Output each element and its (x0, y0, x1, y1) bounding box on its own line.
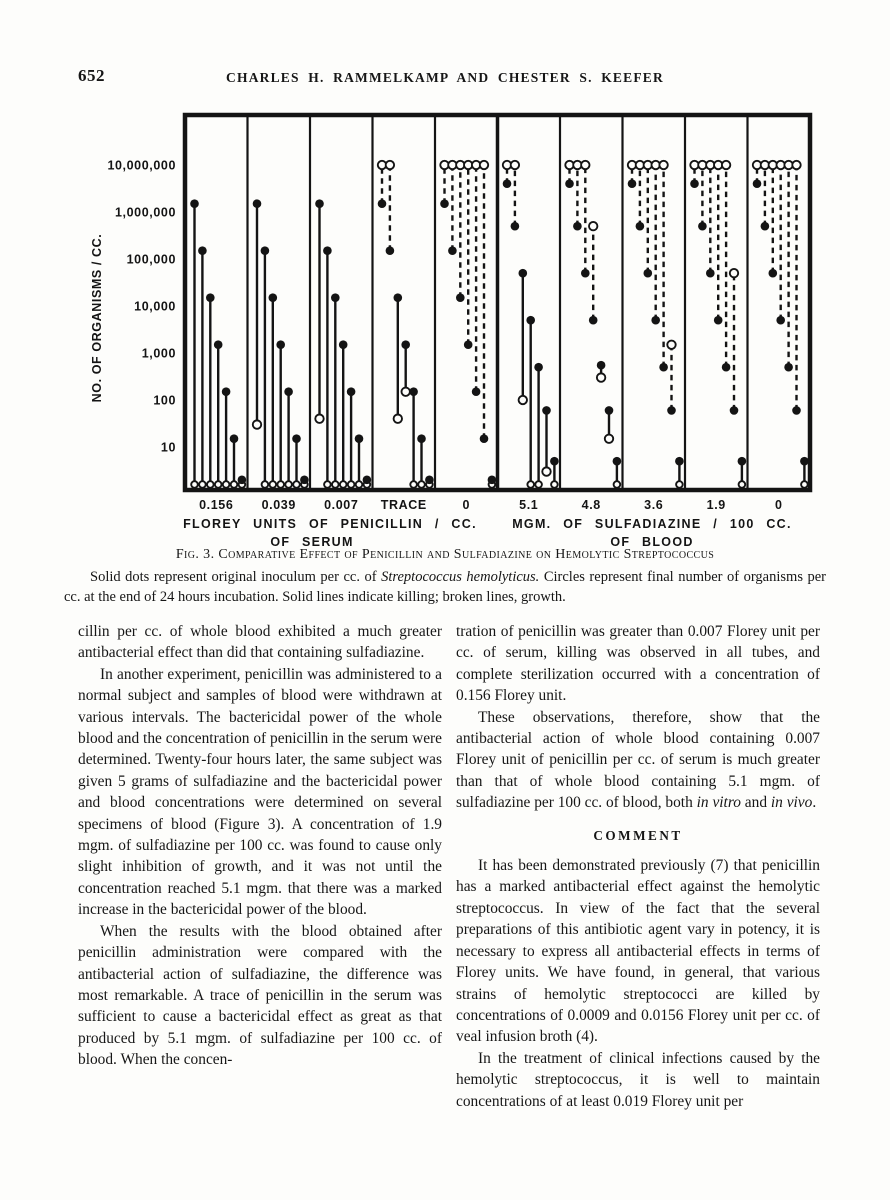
inoculum-dot (597, 361, 606, 370)
paragraph: cillin per cc. of whole blood exhibited a much greater antibacterial effect than did that containing sulfadiazine. (78, 623, 442, 662)
inoculum-dot (503, 179, 512, 188)
inoculum-dot (347, 387, 356, 396)
inoculum-dot (792, 406, 801, 415)
x-group-label: TRACE (380, 498, 427, 512)
inoculum-dot (542, 406, 551, 415)
final-count-circle (730, 269, 738, 277)
inoculum-dot (644, 269, 653, 278)
x-axis-unit-penicillin-line2: OF SERUM (270, 535, 354, 549)
final-count-circle (589, 222, 597, 230)
final-count-circle (215, 481, 222, 488)
inoculum-dot (472, 387, 481, 396)
x-group-label: 0.007 (324, 498, 359, 512)
inoculum-dot (800, 457, 809, 466)
inoculum-dot (651, 316, 660, 325)
x-axis-unit-penicillin: FLOREY UNITS OF PENICILLIN / CC. (183, 517, 477, 531)
x-group-label: 0 (462, 498, 471, 512)
paragraph: It has been demonstrated previously (7) that penicillin has a marked antibacterial effect against the hemolytic streptococcus. In view of the fact that the several preparations of this antibiotic agent vary in potency, it is necessary to express all antibacterial effects in terms of Florey units. We have found, in general, that various strains of hemolytic streptococci are killed by concentrations of 0.0009 and 0.0156 Florey unit per cc. of veal infusion broth (4). (456, 857, 820, 1046)
final-count-circle (581, 161, 589, 169)
final-count-circle (410, 481, 417, 488)
inoculum-dot (784, 363, 793, 372)
inoculum-dot (394, 293, 403, 302)
final-count-circle (527, 481, 534, 488)
final-count-circle (231, 481, 238, 488)
inoculum-dot (613, 457, 622, 466)
inoculum-dot (409, 387, 418, 396)
x-group-label: 0 (774, 498, 783, 512)
inoculum-dot (284, 387, 293, 396)
final-count-circle (418, 481, 425, 488)
inoculum-dot (690, 179, 699, 188)
final-count-circle (348, 481, 355, 488)
figure-caption-title: Fig. 3. Comparative Effect of Penicillin and Sulfadiazine on Hemolytic Streptococcus (175, 547, 715, 562)
paragraph-text: and (740, 794, 771, 812)
inoculum-dot (269, 293, 278, 302)
final-count-circle (223, 481, 230, 488)
inoculum-dot (573, 222, 582, 231)
inoculum-dot (776, 316, 785, 325)
inoculum-dot (292, 434, 301, 443)
inoculum-dot (526, 316, 535, 325)
final-count-circle (386, 161, 394, 169)
inoculum-dot (401, 340, 410, 349)
x-axis-unit-sulfadiazine: MGM. OF SULFADIAZINE / 100 CC. (512, 517, 792, 531)
caption-text-rest: Circles represent final number of organisms per cc. at the end of 24 hours incubation. Solid lines indicate killing; broken lines, growth. (64, 569, 827, 605)
final-count-circle (207, 481, 214, 488)
inoculum-dot (636, 222, 645, 231)
y-tick-label: 10,000,000 (107, 158, 176, 173)
inoculum-dot (659, 363, 668, 372)
in-vitro-italic: in vitro (696, 794, 741, 812)
y-tick-label: 10 (160, 440, 176, 455)
final-count-circle (199, 481, 206, 488)
final-count-circle (739, 481, 746, 488)
inoculum-dot (480, 434, 489, 443)
inoculum-dot (667, 406, 676, 415)
final-count-circle (340, 481, 347, 488)
right-column (456, 621, 820, 1112)
inoculum-dot (214, 340, 223, 349)
final-count-circle (519, 396, 527, 404)
y-tick-label: 100 (153, 393, 176, 408)
inoculum-dot (230, 434, 239, 443)
final-count-circle (277, 481, 284, 488)
x-group-label: 4.8 (581, 498, 601, 512)
final-count-circle (511, 161, 519, 169)
x-group-label: 0.039 (261, 498, 296, 512)
inoculum-dot (488, 476, 497, 485)
caption-species-italic: Streptococcus hemolyticus. (381, 569, 540, 585)
inoculum-dot (355, 434, 364, 443)
inoculum-dot (698, 222, 707, 231)
inoculum-dot (276, 340, 285, 349)
inoculum-dot (378, 199, 387, 208)
final-count-circle (542, 467, 550, 475)
final-count-circle (597, 373, 605, 381)
inoculum-dot (339, 340, 348, 349)
inoculum-dot (628, 179, 637, 188)
inoculum-dot (300, 476, 309, 485)
final-count-circle (605, 435, 613, 443)
inoculum-dot (550, 457, 559, 466)
inoculum-dot (714, 316, 723, 325)
inoculum-dot (253, 199, 262, 208)
inoculum-dot (198, 246, 207, 255)
inoculum-dot (440, 199, 449, 208)
caption-text: Solid dots represent original inoculum per cc. of (90, 569, 382, 585)
inoculum-dot (456, 293, 465, 302)
final-count-circle (722, 161, 730, 169)
final-count-circle (402, 388, 410, 396)
inoculum-dot (425, 476, 434, 485)
y-axis-title: NO. OF ORGANISMS / CC. (90, 233, 104, 403)
final-count-circle (315, 415, 323, 423)
comment-heading: COMMENT (593, 827, 683, 843)
inoculum-dot (363, 476, 372, 485)
paragraph-text: These observations, therefore, show that the antibacterial action of whole blood containing 0.007 Florey unit of penicillin per cc. of serum is much greater than that of whole blood containing 5.1 mgm. of sulfadiazine per 100 cc. of blood, both (456, 708, 820, 812)
paragraph: tration of penicillin was greater than 0.007 Florey unit per cc. of serum, killing was observed in all tubes, and complete sterilization occurred with a concentration of 0.156 Florey unit. (456, 623, 820, 705)
inoculum-dot (448, 246, 457, 255)
final-count-circle (394, 415, 402, 423)
in-vivo-italic: in vivo (770, 794, 813, 812)
inoculum-dot (238, 476, 247, 485)
final-count-circle (356, 481, 363, 488)
final-count-circle (659, 161, 667, 169)
page-number: 652 (78, 66, 105, 85)
y-tick-label: 10,000 (134, 299, 176, 314)
inoculum-dot (730, 406, 739, 415)
paragraph: When the results with the blood obtained after penicillin administration were compared with the antibacterial action of sulfadiazine, the difference was most remarkable. A trace of penicillin in the serum was sufficient to cause a bactericidal effect as great as that produced by 5.1 mgm. of sulfadiazine per 100 cc. of blood. When the concen- (78, 922, 442, 1069)
paragraph: In another experiment, penicillin was administered to a normal subject and samples of blood were withdrawn at various intervals. The bactericidal power of the whole blood and the concentration of penicillin in the serum were determined. Twenty-four hours later, the same subject was given 5 grams of sulfadiazine and the bactericidal power and blood concentrations were determined on several specimens of blood (Figure 3). A concentration of 1.9 mgm. of sulfadiazine per 100 cc. was found to cause only slight inhibition of growth, and it was not until the concentration reached 5.1 mgm. that there was a marked increase in the bactericidal power of the blood. (78, 665, 442, 919)
figure-caption-body (64, 567, 826, 607)
inoculum-dot (605, 406, 614, 415)
inoculum-dot (534, 363, 543, 372)
final-count-circle (262, 481, 269, 488)
final-count-circle (285, 481, 292, 488)
inoculum-dot (206, 293, 215, 302)
final-count-circle (551, 481, 558, 488)
running-head: CHARLES H. RAMMELKAMP AND CHESTER S. KEEFER (226, 70, 664, 85)
final-count-circle (293, 481, 300, 488)
x-axis-unit-sulfadiazine-line2: OF BLOOD (610, 535, 694, 549)
inoculum-dot (519, 269, 528, 278)
final-count-circle (801, 481, 808, 488)
x-group-label: 3.6 (644, 498, 664, 512)
final-count-circle (676, 481, 683, 488)
inoculum-dot (464, 340, 473, 349)
inoculum-dot (769, 269, 778, 278)
final-count-circle (792, 161, 800, 169)
y-tick-label: 1,000 (141, 346, 176, 361)
inoculum-dot (190, 199, 199, 208)
inoculum-dot (722, 363, 731, 372)
figure-3-chart (0, 0, 890, 560)
paragraph: In the treatment of clinical infections caused by the hemolytic streptococcus, it is well to maintain concentrations of at least 0.019 Florey unit per (456, 1049, 820, 1110)
inoculum-dot (261, 246, 270, 255)
inoculum-dot (761, 222, 770, 231)
final-count-circle (667, 341, 675, 349)
inoculum-dot (417, 434, 426, 443)
inoculum-dot (386, 246, 395, 255)
paragraph-text: . (812, 794, 817, 812)
inoculum-dot (581, 269, 590, 278)
final-count-circle (253, 420, 261, 428)
inoculum-dot (331, 293, 340, 302)
inoculum-dot (753, 179, 762, 188)
y-tick-label: 100,000 (126, 252, 176, 267)
left-column (78, 621, 442, 1071)
inoculum-dot (738, 457, 747, 466)
paragraph (456, 707, 820, 814)
inoculum-dot (706, 269, 715, 278)
x-group-label: 5.1 (519, 498, 539, 512)
x-group-label: 1.9 (706, 498, 726, 512)
y-tick-label: 1,000,000 (114, 205, 176, 220)
inoculum-dot (511, 222, 520, 231)
inoculum-dot (323, 246, 332, 255)
inoculum-dot (222, 387, 231, 396)
final-count-circle (270, 481, 277, 488)
final-count-circle (324, 481, 331, 488)
final-count-circle (332, 481, 339, 488)
final-count-circle (535, 481, 542, 488)
inoculum-dot (315, 199, 324, 208)
final-count-circle (191, 481, 198, 488)
inoculum-dot (565, 179, 574, 188)
inoculum-dot (589, 316, 598, 325)
inoculum-dot (675, 457, 684, 466)
final-count-circle (614, 481, 621, 488)
final-count-circle (480, 161, 488, 169)
x-group-label: 0.156 (199, 498, 234, 512)
